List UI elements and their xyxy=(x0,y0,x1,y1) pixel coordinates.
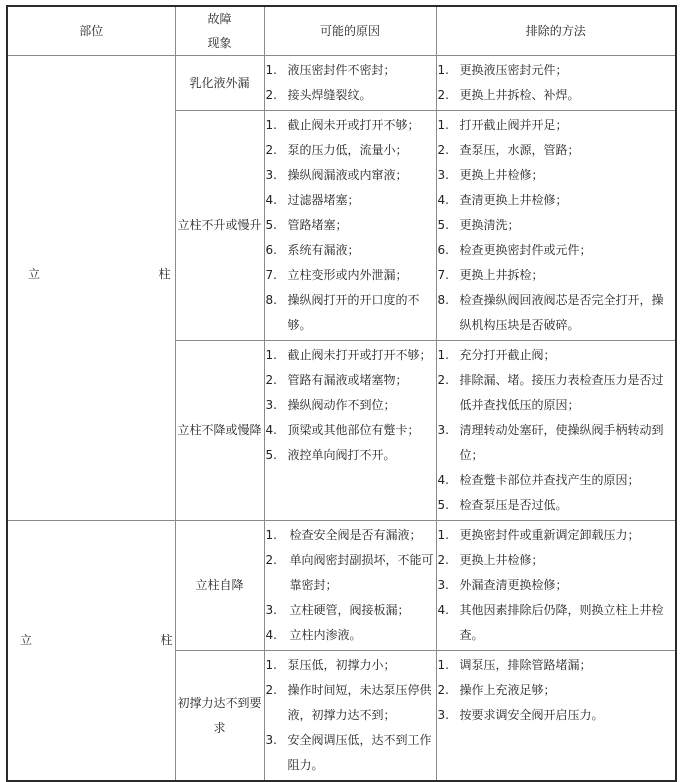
remedy-item xyxy=(438,573,676,598)
item-number: 2. xyxy=(437,373,449,387)
cause-cell xyxy=(264,56,436,111)
part-label-left: 立 xyxy=(28,267,41,281)
item-text: 立柱硬管，阀接板漏； xyxy=(289,603,410,617)
remedy-item xyxy=(438,238,676,263)
remedy-cell xyxy=(436,56,676,111)
item-number: 3. xyxy=(437,168,449,182)
item-number: 3. xyxy=(437,423,449,437)
item-text: 更换上井检修； xyxy=(459,168,544,182)
remedy-item xyxy=(438,598,676,648)
cause-item xyxy=(266,598,436,623)
item-number: 7. xyxy=(437,268,449,282)
item-text: 操作时间短，未达泵压停供液，初撑力达不到； xyxy=(287,683,432,722)
item-number: 3. xyxy=(437,578,449,592)
cause-list xyxy=(265,341,436,470)
remedy-list xyxy=(437,521,676,650)
part-label-left: 立 xyxy=(20,633,33,647)
item-number: 1. xyxy=(437,528,449,542)
cause-cell xyxy=(264,651,436,782)
cause-list xyxy=(265,56,436,110)
item-text: 操纵阀打开的开口度的不够。 xyxy=(287,293,420,332)
remedy-item xyxy=(438,263,676,288)
remedy-item xyxy=(438,113,676,138)
item-number: 2. xyxy=(265,143,277,157)
item-number: 1. xyxy=(265,528,277,542)
fault-table xyxy=(6,5,677,782)
header-cause: 可能的原因 xyxy=(264,6,436,56)
cause-item xyxy=(266,368,436,393)
cause-item xyxy=(266,548,436,598)
remedy-item xyxy=(438,138,676,163)
cause-item xyxy=(266,113,436,138)
item-number: 7. xyxy=(265,268,277,282)
item-text: 操纵阀动作不到位； xyxy=(287,398,396,412)
cause-cell xyxy=(264,341,436,521)
cause-item xyxy=(266,238,436,263)
item-text: 过滤器堵塞； xyxy=(287,193,360,207)
item-number: 1. xyxy=(437,63,449,77)
item-number: 2. xyxy=(437,143,449,157)
item-number: 1. xyxy=(265,118,277,132)
remedy-item xyxy=(438,493,676,518)
cause-item xyxy=(266,138,436,163)
item-text: 查清更换上井检修； xyxy=(459,193,568,207)
part-label-right: 柱 xyxy=(158,267,171,281)
symptom-cell: 立柱不升或慢升 xyxy=(175,111,264,341)
item-number: 5. xyxy=(437,498,449,512)
item-number: 4. xyxy=(265,423,277,437)
item-number: 6. xyxy=(265,243,277,257)
cause-item xyxy=(266,393,436,418)
item-text: 调泵压，排除管路堵漏； xyxy=(459,658,592,672)
item-number: 2. xyxy=(265,373,277,387)
remedy-item xyxy=(438,288,676,338)
part-label-right: 柱 xyxy=(160,633,173,647)
item-text: 单向阀密封副损坏，不能可靠密封； xyxy=(289,553,434,592)
item-text: 排除漏、堵。接压力表检查压力是否过低并查找低压的原因； xyxy=(459,373,664,412)
cause-item xyxy=(266,443,436,468)
item-text: 更换上井拆检； xyxy=(459,268,544,282)
symptom-cell: 立柱不降或慢降 xyxy=(175,341,264,521)
header-symptom-line2: 现象 xyxy=(207,36,232,50)
cause-list xyxy=(265,651,436,780)
item-number: 6. xyxy=(437,243,449,257)
symptom-cell: 初撑力达不到要求 xyxy=(175,651,264,782)
cause-item xyxy=(266,653,436,678)
item-text: 更换上井拆检、补焊。 xyxy=(459,88,580,102)
item-text: 充分打开截止阀； xyxy=(459,348,556,362)
remedy-item xyxy=(438,188,676,213)
item-number: 1. xyxy=(265,348,277,362)
part-cell xyxy=(7,521,175,782)
remedy-item xyxy=(438,653,676,678)
item-text: 立柱内渗液。 xyxy=(289,628,362,642)
item-number: 4. xyxy=(437,193,449,207)
cause-item xyxy=(266,83,436,108)
remedy-cell xyxy=(436,111,676,341)
remedy-cell xyxy=(436,651,676,782)
item-text: 清理转动处塞矸，使操纵阀手柄转动到位； xyxy=(459,423,664,462)
header-remedy: 排除的方法 xyxy=(436,6,676,56)
cause-cell xyxy=(264,111,436,341)
item-number: 2. xyxy=(265,553,277,567)
cause-item xyxy=(266,163,436,188)
item-number: 2. xyxy=(437,553,449,567)
remedy-cell xyxy=(436,341,676,521)
item-number: 8. xyxy=(437,293,449,307)
item-text: 其他因素排除后仍降，则换立柱上井检查。 xyxy=(459,603,664,642)
item-text: 液控单向阀打不开。 xyxy=(287,448,396,462)
cause-item xyxy=(266,343,436,368)
item-text: 检查泵压是否过低。 xyxy=(459,498,568,512)
cause-item xyxy=(266,523,436,548)
item-text: 截止阀未开或打开不够； xyxy=(287,118,420,132)
header-row xyxy=(7,6,676,56)
remedy-cell xyxy=(436,521,676,651)
remedy-item xyxy=(438,83,676,108)
cause-list xyxy=(265,111,436,340)
item-text: 操作上充液足够； xyxy=(459,683,556,697)
item-number: 2. xyxy=(265,683,277,697)
item-text: 泵压低，初撑力小； xyxy=(287,658,396,672)
cause-item xyxy=(266,188,436,213)
item-text: 截止阀未打开或打开不够； xyxy=(287,348,432,362)
item-text: 检查安全阀是否有漏液； xyxy=(289,528,422,542)
item-text: 检查蹩卡部位并查找产生的原因； xyxy=(459,473,640,487)
item-number: 2. xyxy=(437,683,449,697)
remedy-item xyxy=(438,418,676,468)
item-text: 操纵阀漏液或内窜液； xyxy=(287,168,408,182)
item-number: 4. xyxy=(265,193,277,207)
part-cell xyxy=(7,56,175,521)
header-symptom-line1: 故障 xyxy=(207,12,232,26)
remedy-list xyxy=(437,111,676,340)
symptom-cell: 乳化液外漏 xyxy=(175,56,264,111)
item-text: 检查操纵阀回液阀芯是否完全打开，操纵机构压块是否破碎。 xyxy=(459,293,664,332)
remedy-item xyxy=(438,368,676,418)
item-number: 2. xyxy=(265,88,277,102)
item-number: 3. xyxy=(437,708,449,722)
item-text: 打开截止阀并开足； xyxy=(459,118,568,132)
item-number: 3. xyxy=(265,603,277,617)
item-number: 1. xyxy=(437,658,449,672)
remedy-item xyxy=(438,548,676,573)
item-text: 立柱变形或内外泄漏； xyxy=(287,268,408,282)
item-text: 液压密封件不密封； xyxy=(287,63,396,77)
header-part: 部位 xyxy=(7,6,175,56)
remedy-item xyxy=(438,468,676,493)
item-number: 5. xyxy=(437,218,449,232)
item-text: 管路堵塞； xyxy=(287,218,348,232)
item-number: 5. xyxy=(265,218,277,232)
item-text: 更换清洗； xyxy=(459,218,520,232)
cause-item xyxy=(266,623,436,648)
cause-item xyxy=(266,678,436,728)
item-number: 1. xyxy=(265,658,277,672)
remedy-item xyxy=(438,678,676,703)
item-text: 顶梁或其他部位有蹩卡； xyxy=(287,423,420,437)
cause-item xyxy=(266,213,436,238)
cause-list xyxy=(265,521,436,650)
header-symptom xyxy=(175,6,264,56)
table-row xyxy=(7,521,676,651)
item-number: 5. xyxy=(265,448,277,462)
item-text: 更换液压密封元件； xyxy=(459,63,568,77)
item-text: 安全阀调压低，达不到工作阻力。 xyxy=(287,733,432,772)
cause-item xyxy=(266,263,436,288)
item-number: 2. xyxy=(437,88,449,102)
item-number: 8. xyxy=(265,293,277,307)
remedy-list xyxy=(437,56,676,110)
cause-item xyxy=(266,288,436,338)
remedy-item xyxy=(438,523,676,548)
cause-item xyxy=(266,58,436,83)
item-text: 查泵压，水源，管路； xyxy=(459,143,580,157)
item-number: 3. xyxy=(265,168,277,182)
item-number: 1. xyxy=(437,118,449,132)
remedy-item xyxy=(438,343,676,368)
item-text: 检查更换密封件或元件； xyxy=(459,243,592,257)
item-text: 外漏查清更换检修； xyxy=(459,578,568,592)
cause-cell xyxy=(264,521,436,651)
remedy-list xyxy=(437,341,676,520)
remedy-item xyxy=(438,163,676,188)
item-text: 更换密封件或重新调定卸载压力； xyxy=(459,528,640,542)
remedy-list xyxy=(437,651,676,730)
remedy-item xyxy=(438,213,676,238)
item-number: 3. xyxy=(265,398,277,412)
item-text: 管路有漏液或堵塞物； xyxy=(287,373,408,387)
item-text: 接头焊缝裂纹。 xyxy=(287,88,372,102)
remedy-item xyxy=(438,703,676,728)
item-text: 系统有漏液； xyxy=(287,243,360,257)
item-text: 按要求调安全阀开启压力。 xyxy=(459,708,604,722)
item-text: 泵的压力低，流量小； xyxy=(287,143,408,157)
item-number: 4. xyxy=(265,628,277,642)
item-number: 4. xyxy=(437,473,449,487)
item-number: 3. xyxy=(265,733,277,747)
item-number: 1. xyxy=(437,348,449,362)
symptom-cell: 立柱自降 xyxy=(175,521,264,651)
item-text: 更换上井检修； xyxy=(459,553,544,567)
cause-item xyxy=(266,418,436,443)
table-row xyxy=(7,56,676,111)
item-number: 1. xyxy=(265,63,277,77)
item-number: 4. xyxy=(437,603,449,617)
remedy-item xyxy=(438,58,676,83)
